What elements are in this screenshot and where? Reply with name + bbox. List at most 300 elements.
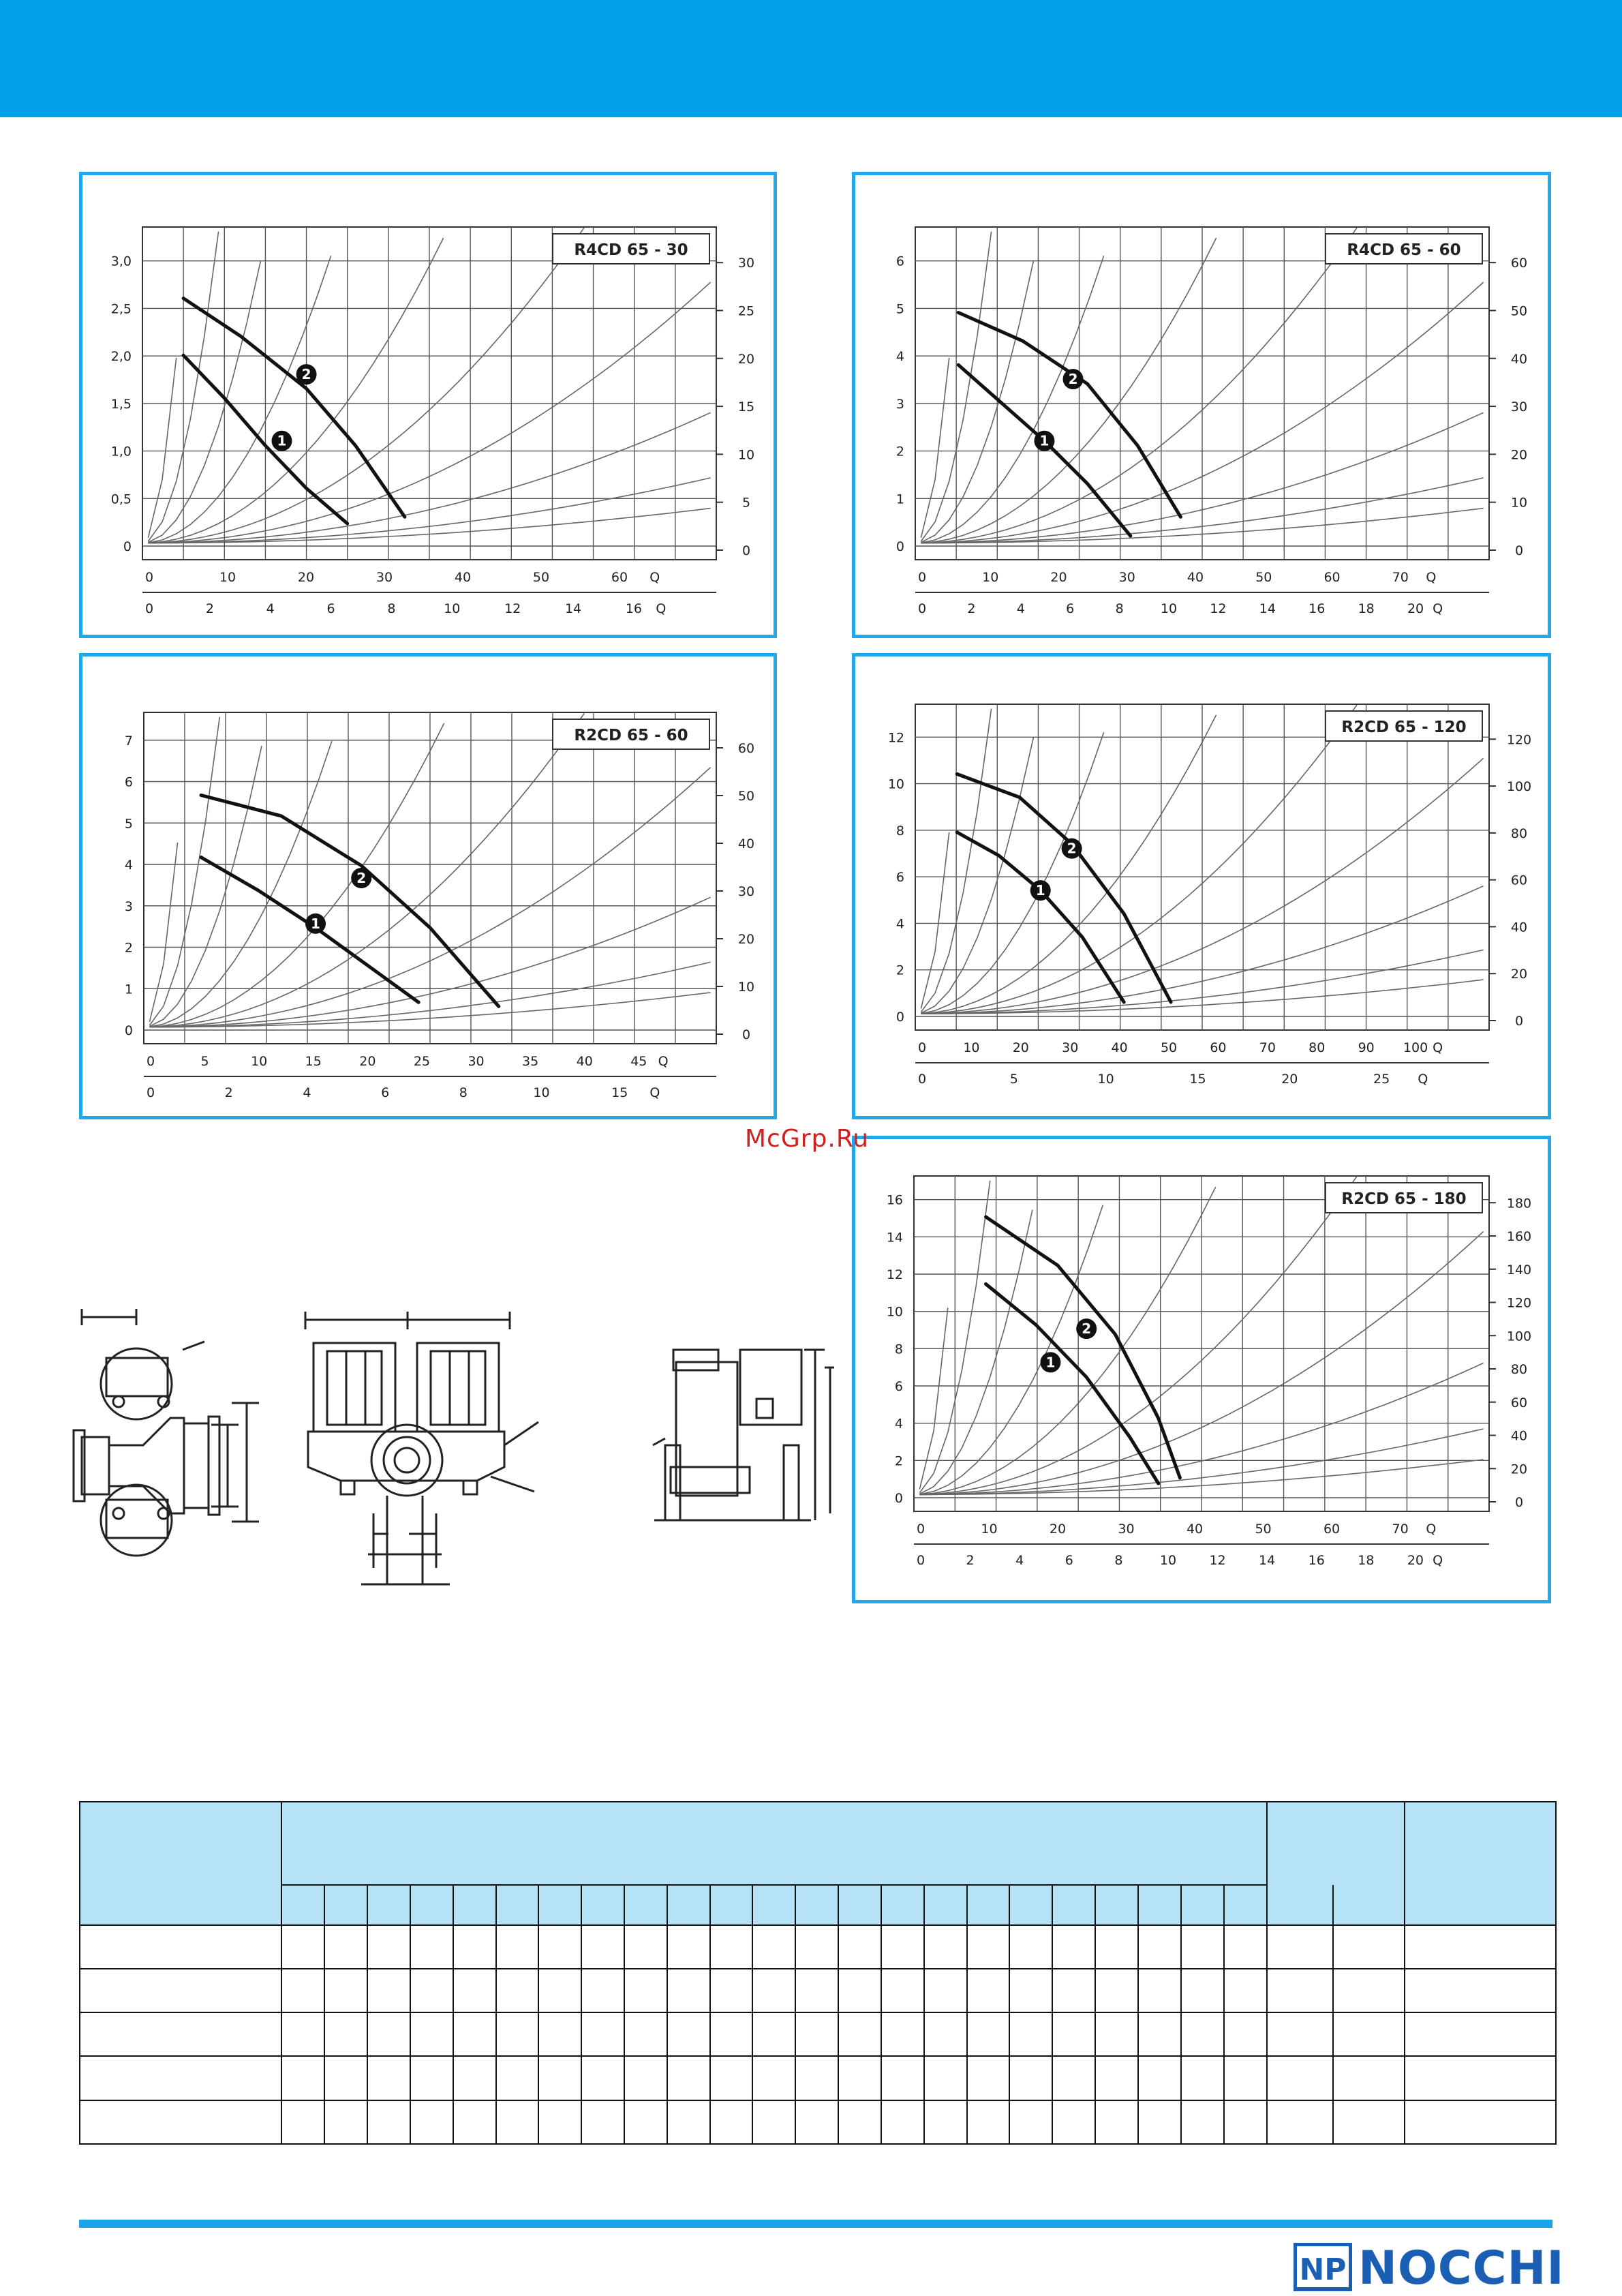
x2-tick-label: 5 [1009, 1072, 1018, 1087]
y2-tick-label: 160 [1506, 1229, 1532, 1244]
table-cell [80, 2100, 281, 2144]
x-tick-label: 50 [1255, 1522, 1272, 1537]
y2-tick-label: 20 [1510, 1462, 1528, 1477]
system-curve [921, 228, 1357, 543]
chart-group [887, 1176, 1531, 1568]
x2-tick-label: 14 [1259, 601, 1276, 616]
table-cell [581, 2056, 624, 2100]
pump-curve-2 [986, 1217, 1180, 1478]
table-cell [1224, 2056, 1267, 2100]
y-tick-label: 0 [123, 539, 132, 554]
pump-front-view [305, 1312, 538, 1584]
x-tick-label: 20 [1049, 1522, 1067, 1537]
chart-panel-r4cd-65-30 [79, 172, 777, 638]
pump-side-view [74, 1309, 259, 1556]
x-tick-label: 50 [532, 570, 550, 585]
system-curve [921, 732, 1103, 1013]
chart-r2cd-65-180 [855, 1139, 1548, 1600]
table-subheader-cell [1009, 1885, 1052, 1924]
table-subheader-cell [367, 1885, 410, 1924]
table-header-model [80, 1802, 281, 1925]
y-tick-label: 0 [124, 1023, 133, 1038]
table-cell [624, 1969, 667, 2012]
x-axis-label: Q [649, 570, 660, 585]
system-curve [921, 832, 949, 1009]
y-tick-label: 6 [124, 774, 133, 790]
table-cell [838, 2100, 881, 2144]
y2-tick-label: 50 [737, 789, 755, 804]
table-cell [496, 2056, 539, 2100]
table-cell [453, 2056, 496, 2100]
table-cell [1181, 2012, 1224, 2056]
table-cell [410, 2012, 453, 2056]
table-subheader-cell [496, 1885, 539, 1924]
table-cell [281, 2012, 324, 2056]
table-row [80, 1925, 1556, 1969]
np-logo-icon [1294, 2243, 1352, 2292]
table-header-extra [1267, 1802, 1405, 1885]
curve-marker-label: 2 [1067, 840, 1077, 857]
chart-panel-r2cd-65-60 [79, 653, 777, 1119]
y2-tick-label: 5 [741, 495, 751, 511]
system-curve [921, 256, 1103, 543]
x-tick-label: 60 [611, 570, 628, 585]
table-subheader-cell [795, 1885, 838, 1924]
system-curve [921, 715, 1216, 1014]
x-tick-label: 50 [1160, 1040, 1178, 1055]
table-cell [1009, 1969, 1052, 2012]
table-cell [795, 1925, 838, 1969]
y2-tick-label: 40 [1510, 920, 1528, 935]
chart-title: R2CD 65 - 60 [574, 727, 688, 744]
y2-tick-label: 180 [1506, 1196, 1532, 1211]
table-cell [80, 1925, 281, 1969]
table-cell [410, 2056, 453, 2100]
x2-axis-label: Q [649, 1085, 660, 1100]
curve-marker-label: 2 [1068, 371, 1078, 388]
table-cell [453, 2012, 496, 2056]
table-cell [453, 2100, 496, 2144]
x2-tick-label: 16 [625, 601, 643, 616]
pump-profile-view [653, 1350, 834, 1520]
watermark: McGrp.Ru [745, 1125, 870, 1153]
y2-tick-label: 120 [1506, 1295, 1532, 1311]
table-row [80, 2056, 1556, 2100]
y-tick-label: 12 [886, 1267, 903, 1282]
curve-marker-label: 1 [1035, 882, 1045, 899]
table-cell [1138, 1969, 1181, 2012]
table-cell [1095, 2056, 1138, 2100]
table-cell [1009, 2012, 1052, 2056]
system-curve [921, 238, 1216, 543]
table-subheader-cell [967, 1885, 1010, 1924]
x2-tick-label: 4 [303, 1085, 311, 1100]
y-tick-label: 4 [896, 349, 904, 365]
table-subheader-cell [624, 1885, 667, 1924]
chart-panel-r4cd-65-60 [852, 172, 1551, 638]
y2-tick-label: 20 [737, 932, 755, 947]
table-cell [538, 2056, 581, 2100]
table-subheader-cell [1095, 1885, 1138, 1924]
x2-tick-label: 20 [1281, 1072, 1298, 1087]
table-cell [838, 2012, 881, 2056]
table-subheader-cell [581, 1885, 624, 1924]
chart-r2cd-65-60 [82, 656, 774, 1116]
y2-tick-label: 15 [737, 399, 755, 415]
y-tick-label: 0,5 [110, 492, 132, 507]
y-tick-label: 10 [887, 776, 904, 792]
table-cell [924, 2012, 967, 2056]
system-curve [149, 741, 332, 1027]
table-cell [496, 1925, 539, 1969]
y2-tick-label: 60 [1510, 256, 1528, 271]
table-cell [1224, 2012, 1267, 2056]
x2-tick-label: 0 [146, 1085, 155, 1100]
x-tick-label: 40 [454, 570, 472, 585]
table-cell [1333, 2100, 1405, 2144]
y2-tick-label: 60 [1510, 873, 1528, 888]
curve-marker-label: 1 [1039, 432, 1050, 449]
system-curve [921, 358, 949, 538]
y-tick-label: 14 [886, 1230, 903, 1245]
y-tick-label: 1,0 [110, 444, 132, 459]
system-curve [919, 1177, 1356, 1494]
x2-tick-label: 20 [1407, 1553, 1424, 1568]
x-tick-label: 40 [1187, 570, 1204, 585]
table-subheader-cell [752, 1885, 795, 1924]
x2-tick-label: 10 [1160, 601, 1178, 616]
logo-brand: NOCCHI [1358, 2241, 1565, 2295]
table-cell [624, 2100, 667, 2144]
table-cell [1181, 1925, 1224, 1969]
x2-tick-label: 0 [917, 1072, 927, 1087]
table-header-group [281, 1802, 1266, 1885]
y2-tick-label: 100 [1506, 1329, 1532, 1344]
system-curve [921, 260, 1033, 542]
x-tick-label: 30 [376, 570, 393, 585]
x2-tick-label: 10 [533, 1085, 550, 1100]
table-cell [881, 1969, 924, 2012]
table-cell [1138, 1925, 1181, 1969]
x-tick-label: 60 [1323, 570, 1341, 585]
table-cell [710, 2100, 753, 2144]
table-cell [1138, 2056, 1181, 2100]
x-tick-label: 30 [1118, 570, 1135, 585]
x-tick-label: 40 [1186, 1522, 1204, 1537]
table-cell [710, 2012, 753, 2056]
table-cell [581, 1925, 624, 1969]
table-subheader-cell [1181, 1885, 1224, 1924]
x2-tick-label: 14 [1259, 1553, 1276, 1568]
y-tick-label: 1,5 [110, 396, 132, 412]
x-axis-label: Q [1426, 1522, 1437, 1537]
x2-tick-label: 8 [1114, 1553, 1123, 1568]
table-cell [667, 2012, 710, 2056]
x-tick-label: 100 [1403, 1040, 1428, 1055]
table-cell [1181, 1969, 1224, 2012]
x-tick-label: 0 [917, 1040, 927, 1055]
curve-marker-label: 1 [1045, 1354, 1056, 1371]
table-cell [795, 2100, 838, 2144]
chart-group [896, 227, 1527, 616]
y-tick-label: 0 [894, 1491, 903, 1506]
table-cell [795, 2012, 838, 2056]
table-cell [1095, 2012, 1138, 2056]
x-tick-label: 80 [1309, 1040, 1326, 1055]
x-tick-label: 90 [1358, 1040, 1375, 1055]
curve-marker-label: 2 [1082, 1320, 1092, 1338]
table-subheader-cell [281, 1885, 324, 1924]
table-cell [1405, 1925, 1556, 1969]
table-cell [967, 2056, 1010, 2100]
x-tick-label: 20 [359, 1054, 376, 1069]
y2-tick-label: 80 [1510, 1362, 1528, 1377]
x2-axis-label: Q [1433, 1553, 1443, 1568]
x-tick-label: 70 [1392, 570, 1409, 585]
table-cell [967, 1969, 1010, 2012]
x-tick-label: 30 [468, 1054, 485, 1069]
curve-marker-label: 1 [277, 432, 287, 449]
table-cell [710, 1969, 753, 2012]
table-cell [538, 1969, 581, 2012]
y2-tick-label: 60 [1510, 1395, 1528, 1410]
x2-tick-label: 18 [1358, 1553, 1375, 1568]
table-cell [367, 2012, 410, 2056]
y-tick-label: 4 [894, 1416, 903, 1432]
system-curve [149, 843, 177, 1022]
y2-tick-label: 20 [1510, 447, 1528, 463]
x-tick-label: 10 [982, 570, 999, 585]
system-curve [148, 256, 331, 543]
table-cell [881, 1925, 924, 1969]
table-cell [1267, 2100, 1333, 2144]
table-cell [1224, 1969, 1267, 2012]
y2-tick-label: 30 [1510, 399, 1528, 415]
system-curve [919, 1308, 947, 1489]
table-cell [410, 2100, 453, 2144]
table-cell [1267, 2056, 1333, 2100]
table-cell [752, 2056, 795, 2100]
table-cell [924, 2056, 967, 2100]
table-cell [924, 1969, 967, 2012]
x-tick-label: 30 [1118, 1522, 1135, 1537]
table-cell [410, 1969, 453, 2012]
x-tick-label: 5 [200, 1054, 209, 1069]
x2-tick-label: 18 [1358, 601, 1375, 616]
table-cell [367, 2100, 410, 2144]
curve-marker-label: 2 [356, 870, 367, 886]
y2-tick-label: 25 [737, 303, 755, 319]
table-subheader-cell [453, 1885, 496, 1924]
table-cell [581, 2012, 624, 2056]
pump-curve-2 [957, 774, 1171, 1002]
table-cell [324, 2056, 367, 2100]
pump-curve-2 [183, 299, 405, 517]
table-cell [1052, 2012, 1095, 2056]
chart-group [125, 712, 754, 1100]
table-cell [1181, 2100, 1224, 2144]
x2-tick-label: 12 [1210, 601, 1227, 616]
table-cell [624, 2056, 667, 2100]
y-tick-label: 8 [894, 1342, 903, 1357]
spec-table [79, 1801, 1557, 2145]
chart-title: R4CD 65 - 60 [1347, 241, 1461, 259]
table-cell [324, 2100, 367, 2144]
y-tick-label: 0 [896, 1010, 904, 1025]
table-cell [1095, 1925, 1138, 1969]
y2-tick-label: 0 [1514, 1014, 1524, 1029]
y-tick-label: 0 [896, 539, 904, 554]
table-cell [80, 2012, 281, 2056]
table-cell [967, 1925, 1010, 1969]
table-cell [581, 1969, 624, 2012]
table-row [80, 1969, 1556, 2012]
y2-tick-label: 10 [1510, 495, 1528, 511]
x-tick-label: 0 [146, 1054, 155, 1069]
table-cell [881, 2100, 924, 2144]
y-tick-label: 8 [896, 823, 904, 839]
x-tick-label: 40 [576, 1054, 593, 1069]
y-tick-label: 2 [896, 444, 904, 459]
table-subheader-cell [1138, 1885, 1181, 1924]
system-curve [919, 1210, 1032, 1494]
nocchi-logo [1294, 2241, 1565, 2296]
table-cell [838, 2056, 881, 2100]
table-cell [367, 2056, 410, 2100]
table-subheader-cell [838, 1885, 881, 1924]
x2-tick-label: 4 [266, 601, 275, 616]
y-tick-label: 2 [894, 1453, 903, 1469]
table-subheader-cell [667, 1885, 710, 1924]
table-cell [581, 2100, 624, 2144]
system-curve [148, 358, 176, 538]
x2-tick-label: 2 [967, 601, 976, 616]
table-cell [795, 1969, 838, 2012]
x2-tick-label: 8 [1115, 601, 1124, 616]
system-curve [148, 260, 260, 542]
table-cell [795, 2056, 838, 2100]
table-cell [281, 1969, 324, 2012]
table-cell [1267, 1969, 1333, 2012]
pump-curve-2 [201, 796, 499, 1007]
x-axis-label: Q [1426, 570, 1437, 585]
table-cell [538, 2100, 581, 2144]
y2-tick-label: 0 [1514, 1495, 1524, 1510]
x2-tick-label: 6 [1065, 1553, 1073, 1568]
table-cell [1267, 2012, 1333, 2056]
table-cell [1009, 2100, 1052, 2144]
table-cell [538, 1925, 581, 1969]
table-subheader-cell [410, 1885, 453, 1924]
pump-curve-1 [957, 832, 1124, 1002]
x-tick-label: 50 [1255, 570, 1272, 585]
table-cell [1181, 2056, 1224, 2100]
table-cell [624, 1925, 667, 1969]
x2-tick-label: 6 [381, 1085, 390, 1100]
table-cell [281, 2100, 324, 2144]
table-cell [967, 2012, 1010, 2056]
table-subheader-cell [710, 1885, 753, 1924]
x2-tick-label: 14 [564, 601, 582, 616]
x-tick-label: 0 [917, 570, 927, 585]
table-cell [1333, 2012, 1405, 2056]
y-tick-label: 2 [124, 940, 133, 956]
x2-tick-label: 6 [1066, 601, 1075, 616]
x-tick-label: 20 [297, 570, 315, 585]
system-curve [921, 737, 1033, 1013]
pump-curve-2 [958, 313, 1180, 517]
table-subheader-extra [1267, 1885, 1333, 1924]
y-tick-label: 2,0 [110, 349, 132, 365]
curve-marker-label: 1 [311, 915, 320, 932]
table-cell [1052, 1969, 1095, 2012]
system-curve [149, 723, 444, 1027]
y-tick-label: 1 [896, 492, 904, 507]
x2-tick-label: 2 [224, 1085, 233, 1100]
x-tick-label: 60 [1323, 1522, 1341, 1537]
table-cell [1009, 1925, 1052, 1969]
table-header-last [1405, 1802, 1556, 1925]
y2-tick-label: 0 [1514, 543, 1524, 558]
x-tick-label: 10 [251, 1054, 268, 1069]
x2-tick-label: 15 [1189, 1072, 1206, 1087]
table-cell [1095, 2100, 1138, 2144]
table-subheader-cell [1224, 1885, 1267, 1924]
table-cell [710, 2056, 753, 2100]
table-cell [1138, 2100, 1181, 2144]
table-cell [1405, 2012, 1556, 2056]
x2-tick-label: 6 [326, 601, 335, 616]
table-cell [752, 2012, 795, 2056]
table-cell [453, 1969, 496, 2012]
x-axis-label: Q [658, 1054, 669, 1069]
table-cell [710, 1925, 753, 1969]
chart-r4cd-65-30 [82, 175, 774, 635]
table-cell [538, 2012, 581, 2056]
table-cell [838, 1925, 881, 1969]
table-cell [924, 1925, 967, 1969]
x2-tick-label: 25 [1373, 1072, 1390, 1087]
x-tick-label: 40 [1111, 1040, 1128, 1055]
x2-tick-label: 4 [1016, 601, 1025, 616]
x2-axis-label: Q [1433, 601, 1443, 616]
table-cell [667, 1925, 710, 1969]
x-tick-label: 10 [963, 1040, 980, 1055]
pump-dimension-drawings [68, 1309, 845, 1609]
x-tick-label: 20 [1012, 1040, 1029, 1055]
curve-marker-label: 2 [301, 366, 311, 383]
x2-tick-label: 12 [504, 601, 521, 616]
x2-tick-label: 0 [916, 1553, 925, 1568]
y-tick-label: 3,0 [110, 254, 132, 269]
x-tick-label: 15 [305, 1054, 322, 1069]
table-cell [924, 2100, 967, 2144]
y2-tick-label: 100 [1506, 779, 1532, 795]
table-cell [667, 1969, 710, 2012]
table-cell [1333, 2056, 1405, 2100]
table-cell [324, 2012, 367, 2056]
table-row [80, 2012, 1556, 2056]
table-cell [1052, 2100, 1095, 2144]
y2-tick-label: 50 [1510, 303, 1528, 319]
y-tick-label: 4 [896, 916, 904, 932]
table-cell [667, 2100, 710, 2144]
y-tick-label: 4 [124, 858, 133, 873]
table-cell [1333, 1969, 1405, 2012]
y-tick-label: 2,5 [110, 301, 132, 317]
system-curve [148, 238, 443, 543]
y-tick-label: 3 [896, 396, 904, 412]
